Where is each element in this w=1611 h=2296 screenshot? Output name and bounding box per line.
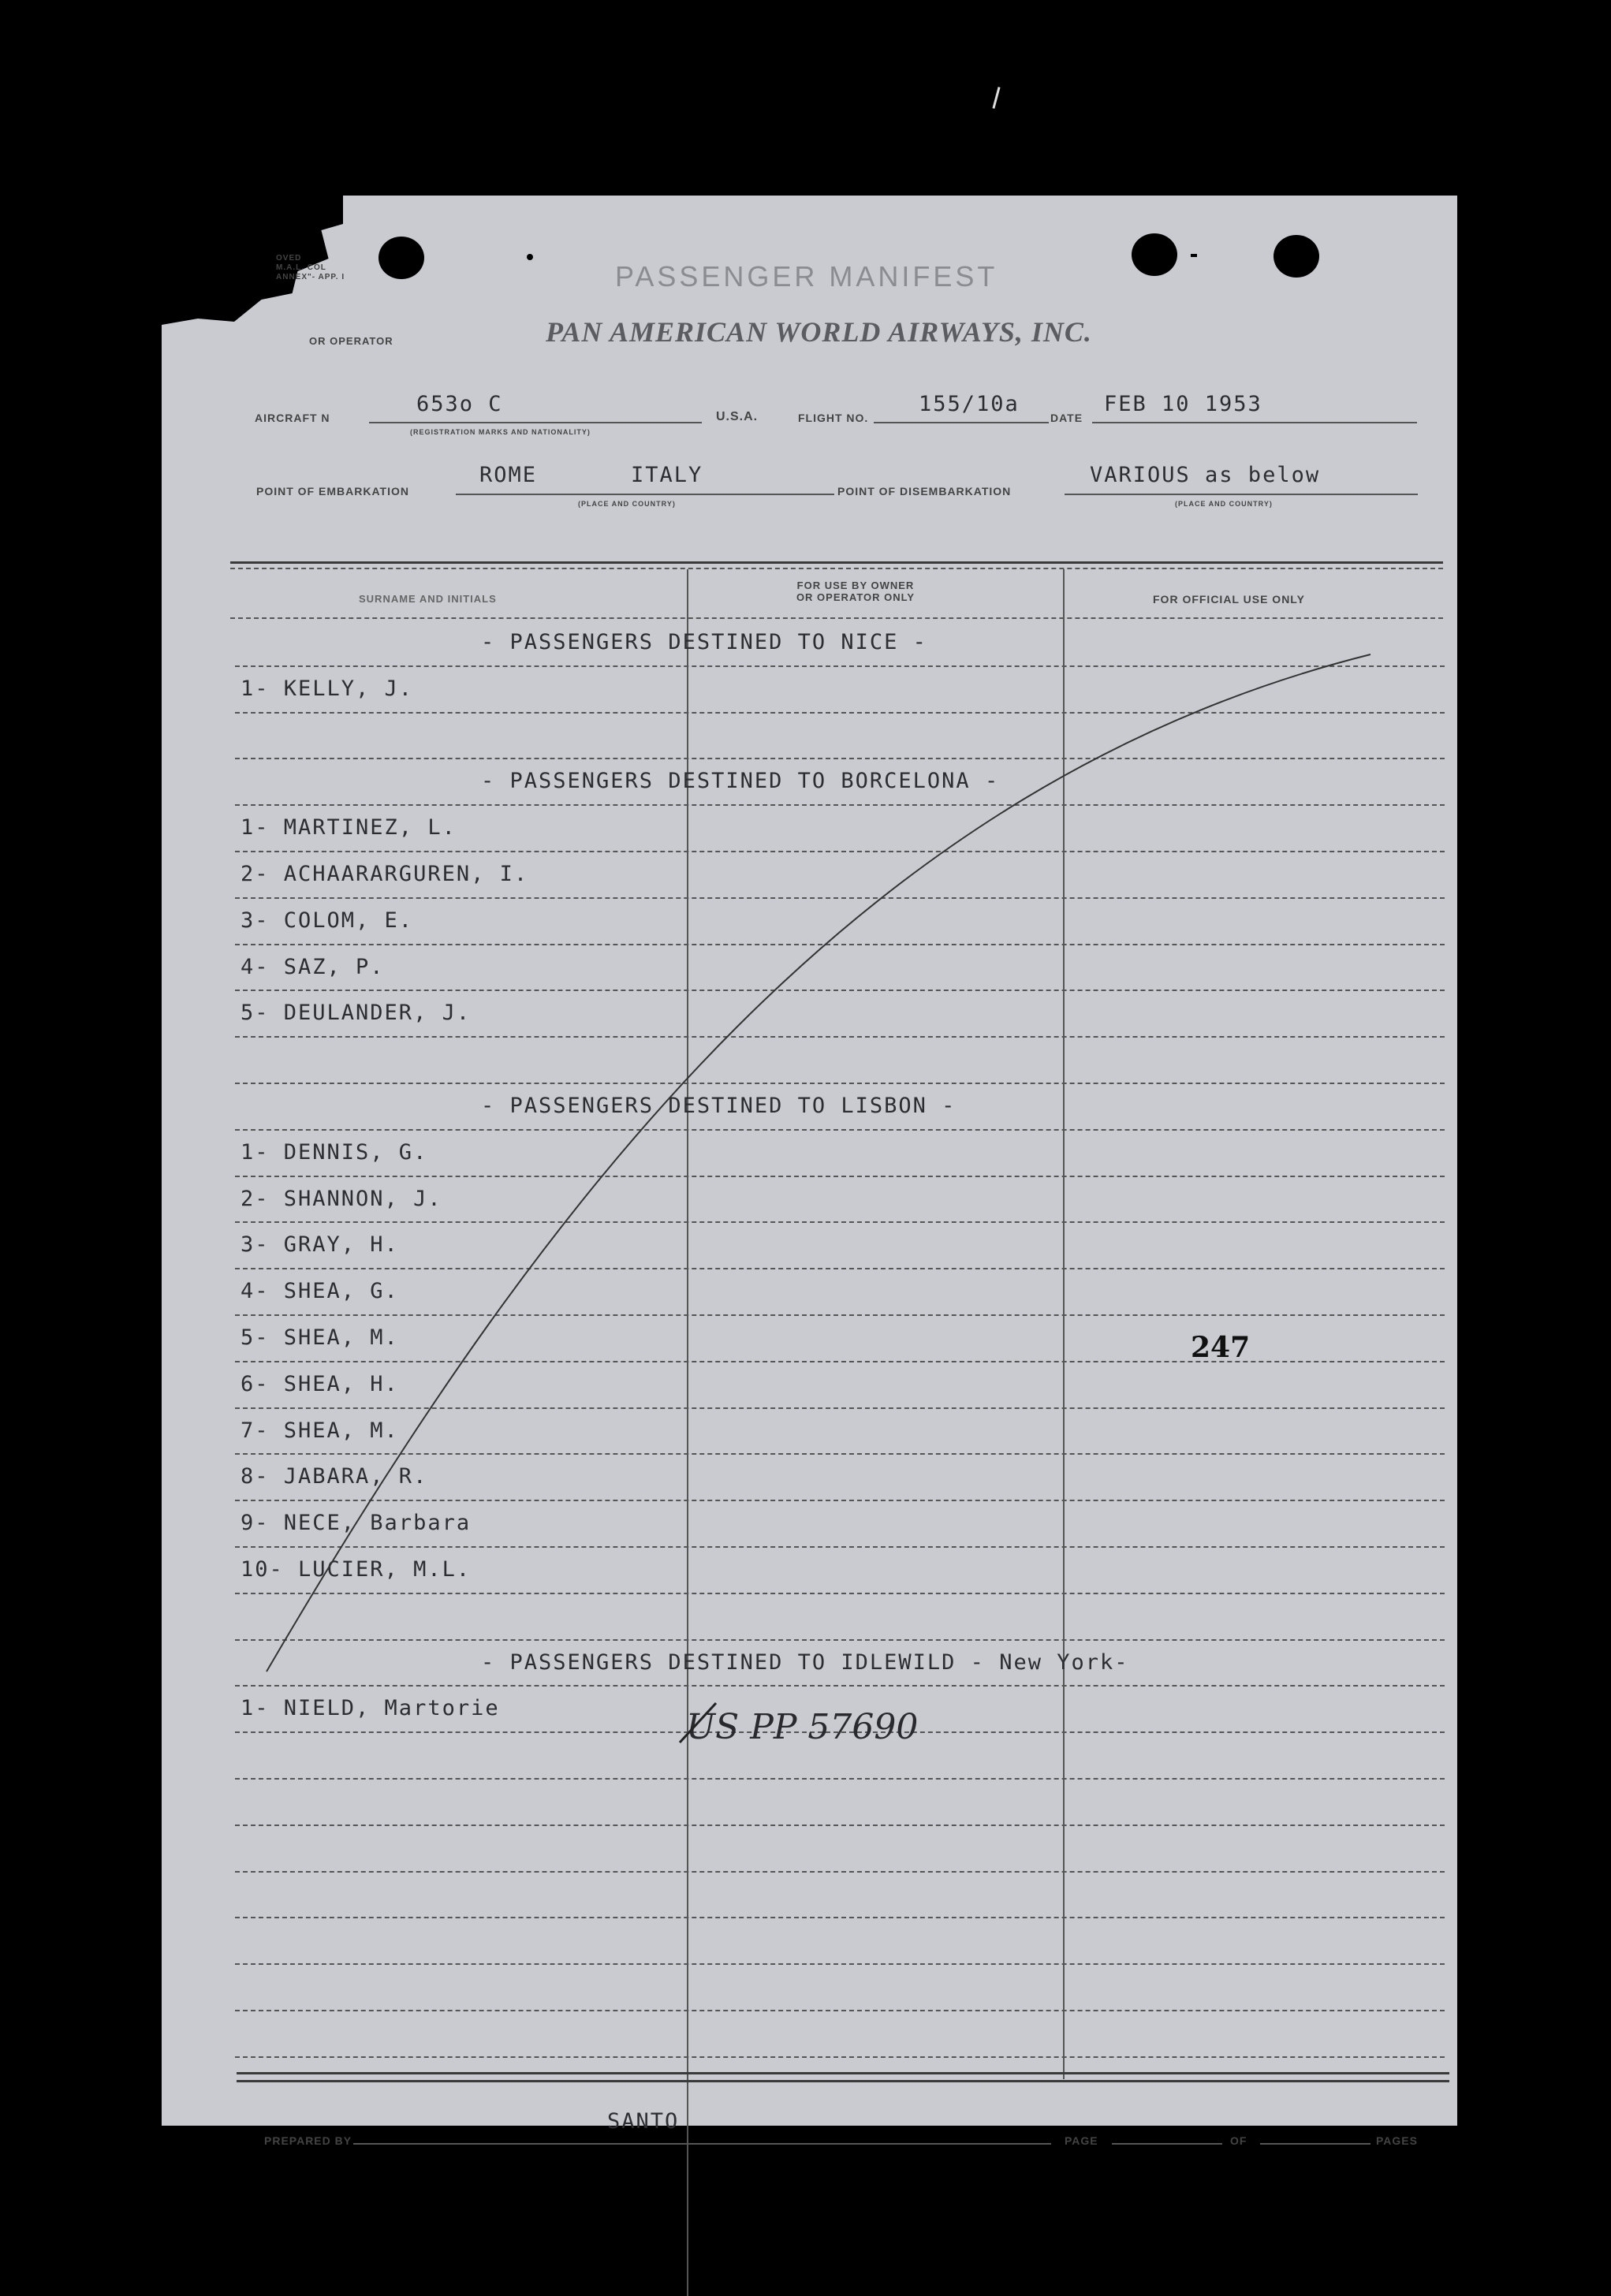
disembarkation-label: POINT OF DISEMBARKATION [837,485,1012,498]
passenger-name: 1- DENNIS, G. [241,1139,428,1165]
airline-name: PAN AMERICAN WORLD AIRWAYS, INC. [546,316,1092,348]
embarkation-sublabel: (PLACE AND COUNTRY) [578,500,676,508]
passenger-name: 10- LUCIER, M.L. [241,1557,472,1582]
passenger-name: 2- ACHAARARGUREN, I. [241,862,529,886]
form-approval-note: OVED M.A.L. COL ANNEX"- APP. I [276,254,345,281]
prepared-by-label: PREPARED BY [264,2134,352,2147]
destination-heading: - PASSENGERS DESTINED TO LISBON - [481,1094,957,1118]
of-label: OF [1230,2134,1247,2147]
pages-label: PAGES [1376,2134,1418,2147]
column-header-surname: SURNAME AND INITIALS [359,593,497,605]
embarkation-country: ITALY [631,463,703,487]
date-label: DATE [1050,412,1083,424]
manifest-title: PASSENGER MANIFEST [615,260,998,293]
passenger-name: 9- NECE, Barbara [241,1511,472,1536]
passenger-name: 3- COLOM, E. [241,908,414,933]
passenger-name: 5- DEULANDER, J. [241,1001,472,1026]
column-header-owner-line1: FOR USE BY OWNER [796,580,915,591]
footer-rule-2 [237,2080,1449,2082]
passenger-name: 7- SHEA, M. [241,1418,399,1443]
embarkation-label: POINT OF EMBARKATION [256,485,409,498]
usa-label: U.S.A. [716,410,759,423]
passenger-name: 8- JABARA, R. [241,1464,428,1489]
stamp-number: 247 [1191,1331,1251,1364]
page-underline [1112,2143,1222,2145]
destination-heading: - PASSENGERS DESTINED TO IDLEWILD - New York- [481,1649,1129,1675]
passenger-name: 5- SHEA, M. [241,1325,399,1350]
disembarkation-value: VARIOUS as below [1090,463,1321,487]
flight-label: FLIGHT NO. [798,412,869,424]
column-header-official: FOR OFFICIAL USE ONLY [1153,593,1305,606]
passenger-name: 1- NIELD, Martorie [241,1696,500,1721]
aircraft-value: 653o C [416,392,503,416]
of-underline [1260,2143,1370,2145]
prepared-underline [353,2143,1051,2145]
date-value: FEB 10 1953 [1104,392,1262,416]
passenger-name: 2- SHANNON, J. [241,1186,442,1211]
page-label: PAGE [1065,2134,1098,2147]
aircraft-sublabel: (REGISTRATION MARKS AND NATIONALITY) [410,428,591,436]
flight-value: 155/10a [919,392,1020,416]
embarkation-city: ROME [479,463,538,487]
passport-slash [680,1703,716,1742]
passenger-name: 1- KELLY, J. [241,676,414,701]
passenger-name: 4- SHEA, G. [241,1279,399,1304]
disembarkation-sublabel: (PLACE AND COUNTRY) [1175,500,1273,508]
destination-heading: - PASSENGERS DESTINED TO NICE - [481,630,927,654]
footer-rule-1 [237,2072,1449,2074]
column-header-owner-line2: OR OPERATOR ONLY [796,591,916,603]
operator-label: OR OPERATOR [309,335,393,347]
passenger-name: 4- SAZ, P. [241,954,385,979]
destination-heading: - PASSENGERS DESTINED TO BORCELONA - [481,769,1000,794]
passenger-name: 3- GRAY, H. [241,1232,399,1258]
passport-note: US PP 57690 [686,1707,919,1747]
passenger-name: 1- MARTINEZ, L. [241,815,457,840]
aircraft-label: AIRCRAFT N [255,412,330,424]
check-line [267,654,1370,1672]
passenger-name: 6- SHEA, H. [241,1371,399,1396]
prepared-by-value: SANTO [607,2109,680,2134]
